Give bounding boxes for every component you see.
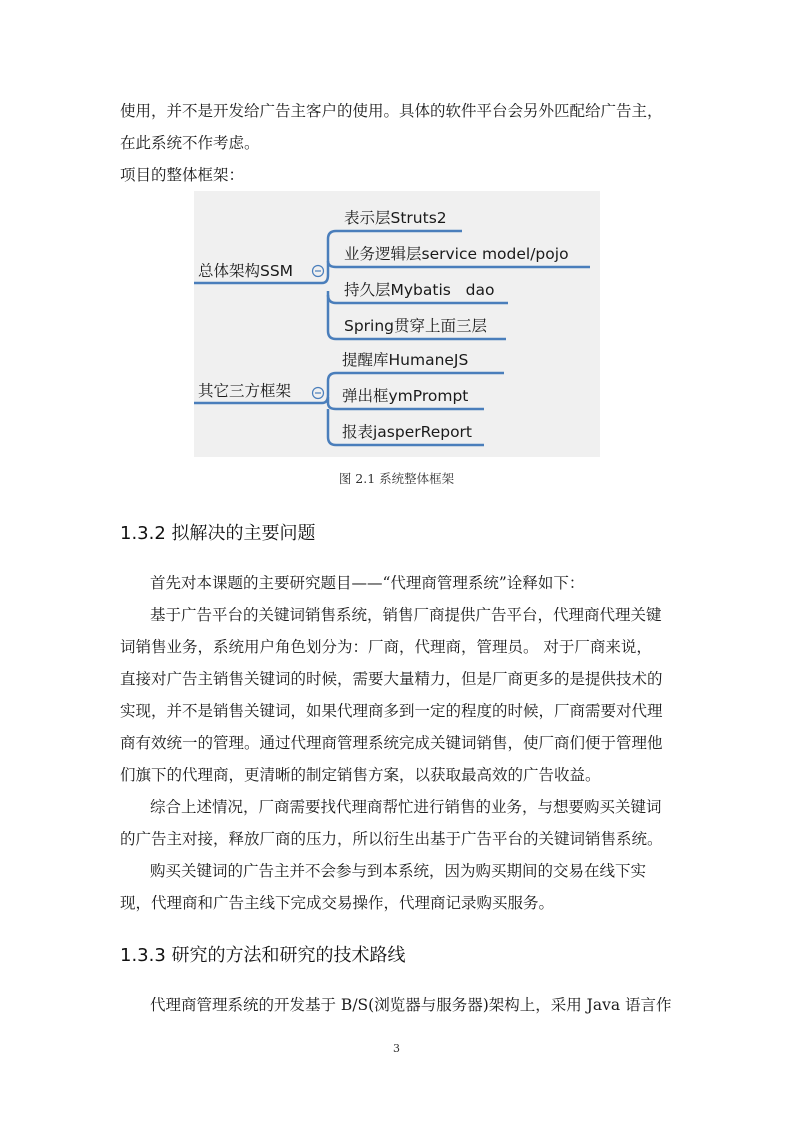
group1-item-2: 业务逻辑层service model/pojo <box>344 245 569 263</box>
section-132-line: 基于广告平台的关键词销售系统，销售厂商提供广告平台，代理商代理关键 <box>150 606 662 624</box>
section-132-line: 首先对本课题的主要研究题目——“代理商管理系统”诠释如下： <box>150 574 585 592</box>
intro-line-1: 使用，并不是开发给广告主客户的使用。具体的软件平台会另外匹配给广告主， <box>120 102 663 120</box>
group1-item-4: Spring贯穿上面三层 <box>344 317 488 335</box>
page-number: 3 <box>393 1042 400 1055</box>
group2-label: 其它三方框架 <box>198 382 292 400</box>
section-132-line: 商有效统一的管理。通过代理商管理系统完成关键词销售，使厂商们便于管理他 <box>120 734 663 752</box>
section-132-line: 直接对广告主销售关键词的时候，需要大量精力，但是厂商更多的是提供技术的 <box>120 670 663 688</box>
section-133-heading: 1.3.3 研究的方法和研究的技术路线 <box>120 945 406 966</box>
group1-item-3: 持久层Mybatis dao <box>344 281 495 299</box>
section-132-line: 们旗下的代理商，更清晰的制定销售方案，以获取最高效的广告收益。 <box>120 766 601 784</box>
figure-caption: 图 2.1 系统整体框架 <box>338 471 455 486</box>
section-132-line: 实现，并不是销售关键词，如果代理商多到一定的程度的时候，厂商需要对代理 <box>120 702 663 720</box>
group2-item-1: 提醒库HumaneJS <box>342 351 469 369</box>
section-132-line: 现，代理商和广告主线下完成交易操作，代理商记录购买服务。 <box>120 894 555 912</box>
group1-item-1: 表示层Struts2 <box>344 209 447 227</box>
section-133-line: 代理商管理系统的开发基于 B/S(浏览器与服务器)架构上，采用 Java 语言作 <box>150 996 672 1014</box>
group1-label: 总体架构SSM <box>198 262 294 280</box>
section-132-heading: 1.3.2 拟解决的主要问题 <box>120 523 316 544</box>
architecture-mindmap <box>194 191 600 457</box>
section-132-line: 综合上述情况，厂商需要找代理商帮忙进行销售的业务，与想要购买关键词 <box>150 798 662 816</box>
intro-line-2: 在此系统不作考虑。 <box>120 134 260 152</box>
group2-item-3: 报表jasperReport <box>342 423 473 441</box>
section-132-line: 的广告主对接，释放厂商的压力，所以衍生出基于广告平台的关键词销售系统。 <box>120 830 663 848</box>
section-132-line: 购买关键词的广告主并不会参与到本系统，因为购买期间的交易在线下实 <box>150 862 647 880</box>
section-132-line: 词销售业务，系统用户角色划分为：厂商，代理商，管理员。 对于厂商来说， <box>120 638 652 656</box>
intro-line-3: 项目的整体框架： <box>120 166 245 184</box>
group2-item-2: 弹出框ymPrompt <box>342 387 469 405</box>
